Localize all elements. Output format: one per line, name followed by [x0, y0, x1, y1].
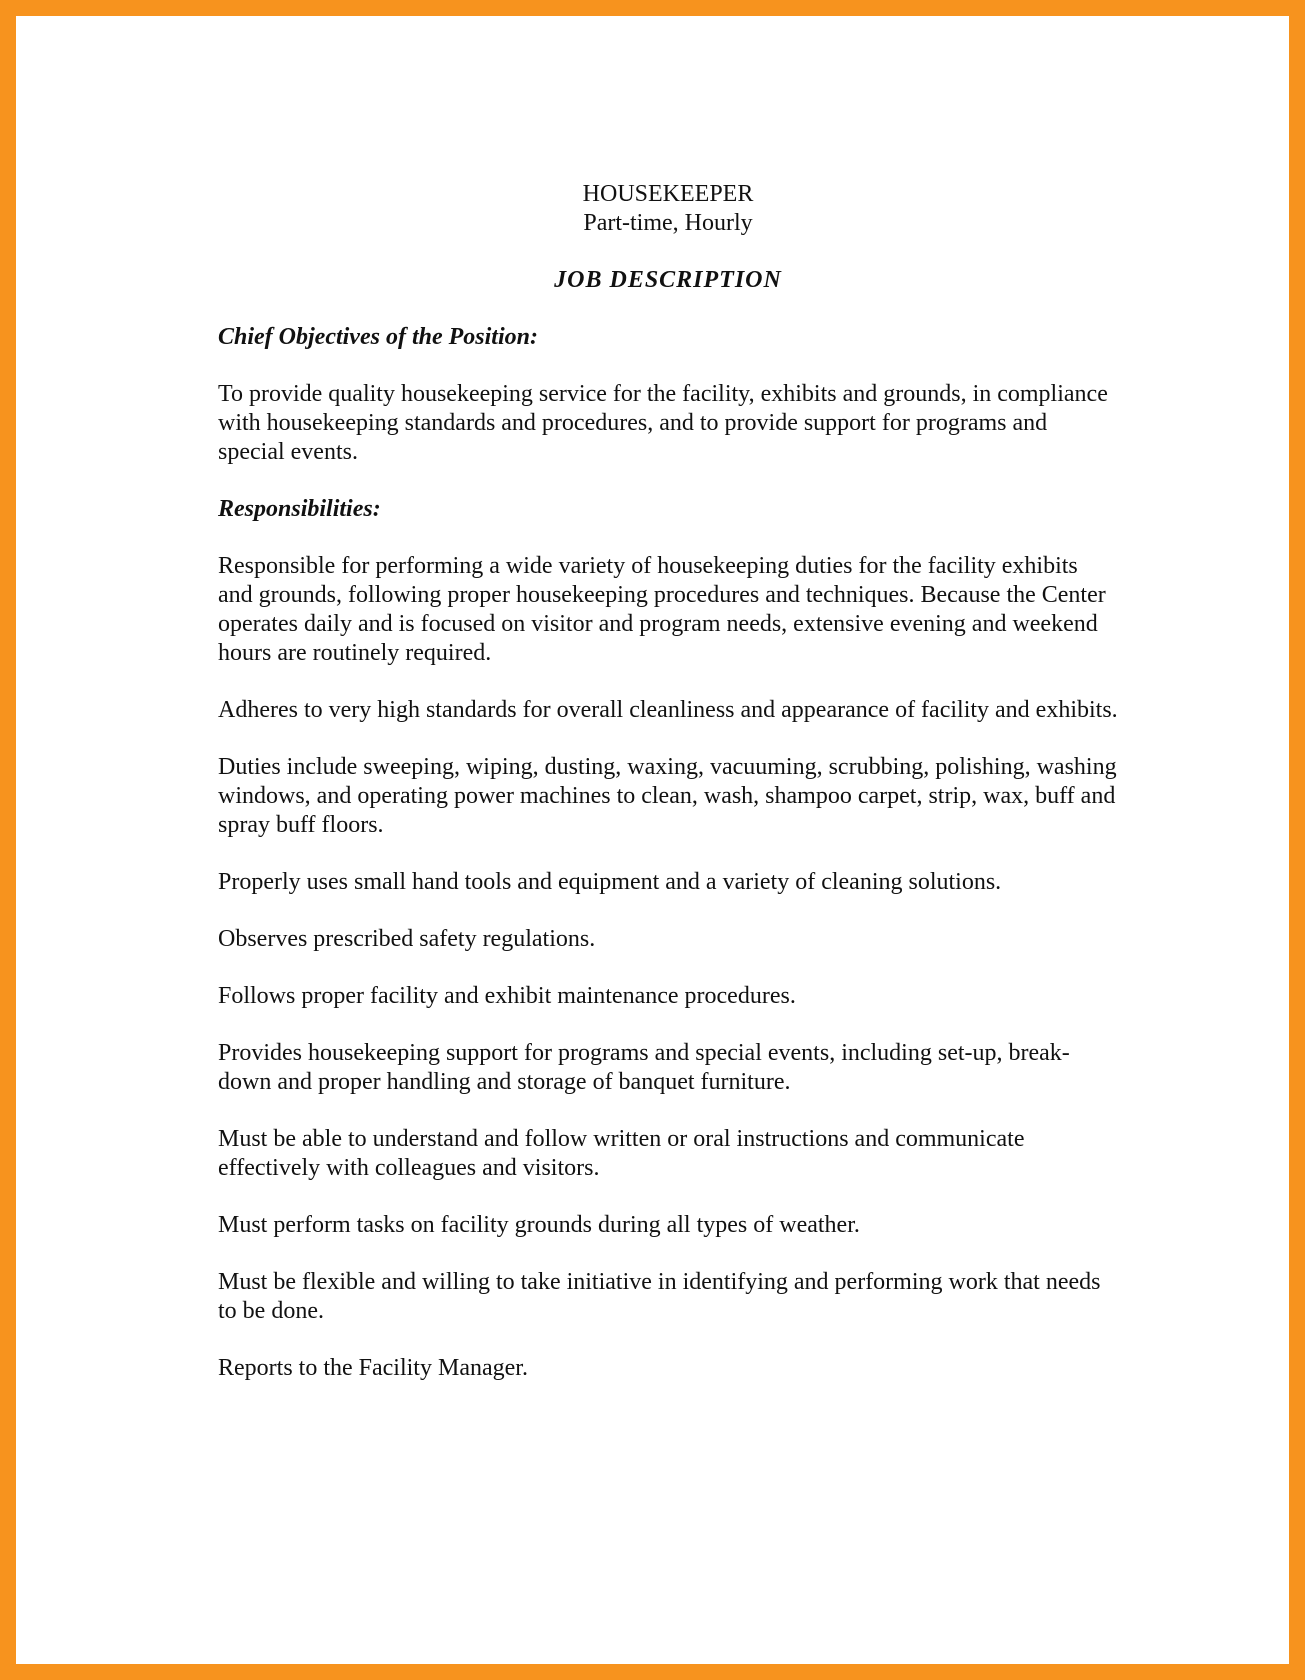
objectives-paragraph: To provide quality housekeeping service for the facility, exhibits and grounds, in compliance with housekeeping standards and procedures, and to provide support for programs and special events. [218, 381, 1108, 465]
responsibility-item: Must be flexible and willing to take initiative in identifying and performing work that needs to be done. [218, 1269, 1101, 1324]
responsibility-item: Provides housekeeping support for programs and special events, including set-up, break-down and proper handling and storage of banquet furniture. [218, 1040, 1070, 1095]
responsibility-item: Observes prescribed safety regulations. [218, 926, 596, 952]
responsibility-item: Adheres to very high standards for overall cleanliness and appearance of facility and exhibits. [218, 697, 1118, 723]
responsibility-item: Properly uses small hand tools and equipment and a variety of cleaning solutions. [218, 869, 1002, 895]
responsibility-item: Must be able to understand and follow written or oral instructions and communicate effectively with colleagues and visitors. [218, 1126, 1025, 1181]
responsibilities-heading: Responsibilities: [218, 496, 381, 522]
responsibility-item: Must perform tasks on facility grounds during all types of weather. [218, 1212, 860, 1238]
document-title: JOB DESCRIPTION [554, 267, 782, 293]
responsibility-item: Duties include sweeping, wiping, dusting, waxing, vacuuming, scrubbing, polishing, washing windows, and operating power machines to clean, wash, shampoo carpet, strip, wax, buff and spray buff floors. [218, 754, 1117, 838]
responsibility-item: Responsible for performing a wide variety of housekeeping duties for the facility exhibits and grounds, following proper housekeeping procedures and techniques. Because the Center operates daily and is focused on visitor and program needs, extensive evening and weekend hours are routinely required. [218, 553, 1106, 666]
document-header [218, 180, 1118, 238]
position-title: HOUSEKEEPER [582, 181, 754, 207]
employment-type: Part-time, Hourly [583, 210, 753, 236]
responsibility-item: Reports to the Facility Manager. [218, 1355, 528, 1381]
objectives-heading: Chief Objectives of the Position: [218, 324, 538, 350]
responsibility-item: Follows proper facility and exhibit maintenance procedures. [218, 983, 796, 1009]
job-description-document [218, 180, 1118, 1383]
